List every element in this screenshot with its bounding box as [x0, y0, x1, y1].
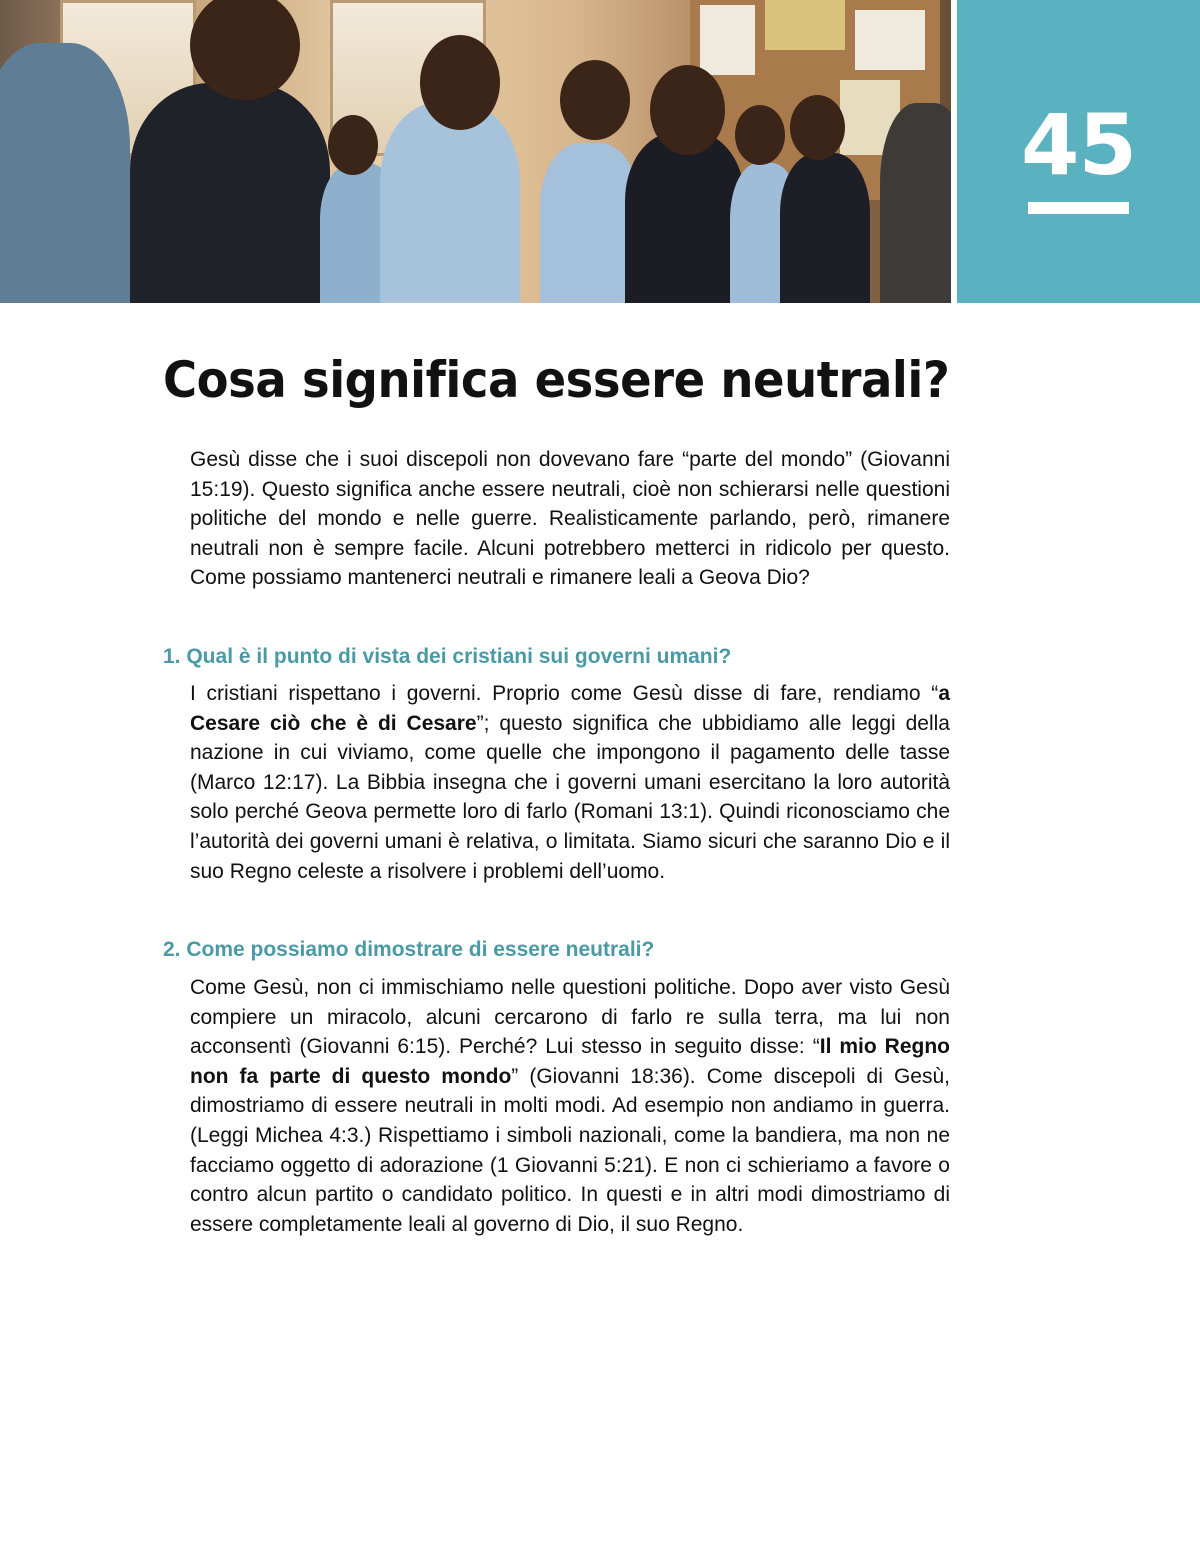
answer-2-paragraph	[190, 973, 950, 1239]
scripture-quote: a Cesare ciò che è di Cesare	[190, 682, 950, 735]
page-title: Cosa significa essere neutrali?	[163, 351, 950, 409]
answer-1-paragraph	[190, 679, 950, 886]
answer-text: ” (Giovanni 18:36). Come discepoli di Gesù, dimostriamo di essere neutrali in molti modi. Ad esempio non andiamo in guerra. (Leggi Michea 4:3.) Rispettiamo i simboli nazionali, come la bandiera, ma non ne facciamo oggetto di adorazione (1 Giovanni 5:21). E non ci schieriamo a favore o contro alcun partito o candidato politico. In questi e in altri modi dimostriamo di essere completamente leali al governo di Dio, il suo Regno.	[190, 1064, 950, 1236]
answer-text: ”; questo significa che ubbidiamo alle leggi della nazione in cui viviamo, come quelle che impongono il pagamento delle tasse (Marco 12:17). La Bibbia insegna che i governi umani esercitano la loro autorità solo perché Geova permette loro di farlo (Romani 13:1). Quindi riconosciamo che l’autorità dei governi umani è relativa, o limitata. Siamo sicuri che saranno Dio e il suo Regno celeste a risolvere i problemi dell’uomo.	[190, 711, 950, 883]
header-photo	[0, 0, 951, 303]
chapter-number-box	[957, 0, 1200, 303]
person	[880, 103, 951, 303]
scripture-quote: Il mio Regno non fa parte di questo mondo	[190, 1035, 951, 1088]
answer-text: Come Gesù, non ci immischiamo nelle questioni politiche. Dopo aver visto Gesù compiere un miracolo, alcuni cercarono di farlo re sulla terra, ma lui non acconsentì (Giovanni 6:15). Perché? Lui stesso in seguito disse: “	[190, 976, 950, 1059]
person	[380, 103, 520, 303]
chapter-number: 45	[1021, 96, 1136, 194]
question-2-heading: 2. Come possiamo dimostrare di essere neutrali?	[163, 938, 655, 961]
person	[780, 153, 870, 303]
person	[625, 133, 745, 303]
person	[0, 43, 130, 303]
answer-text: I cristiani rispettano i governi. Proprio come Gesù disse di fare, rendiamo “	[190, 682, 939, 705]
person	[130, 83, 330, 303]
intro-paragraph: Gesù disse che i suoi discepoli non dovevano fare “parte del mondo” (Giovanni 15:19). Questo significa anche essere neutrali, cioè non schierarsi nelle questioni politiche del mondo e nelle guerre. Realisticamente parlando, però, rimanere neutrali non è sempre facile. Alcuni potrebbero metterci in ridicolo per questo. Come possiamo mantenerci neutrali e rimanere leali a Geova Dio?	[190, 448, 950, 590]
chapter-number-underline	[1028, 202, 1129, 214]
question-1-heading: 1. Qual è il punto di vista dei cristiani sui governi umani?	[163, 645, 732, 668]
